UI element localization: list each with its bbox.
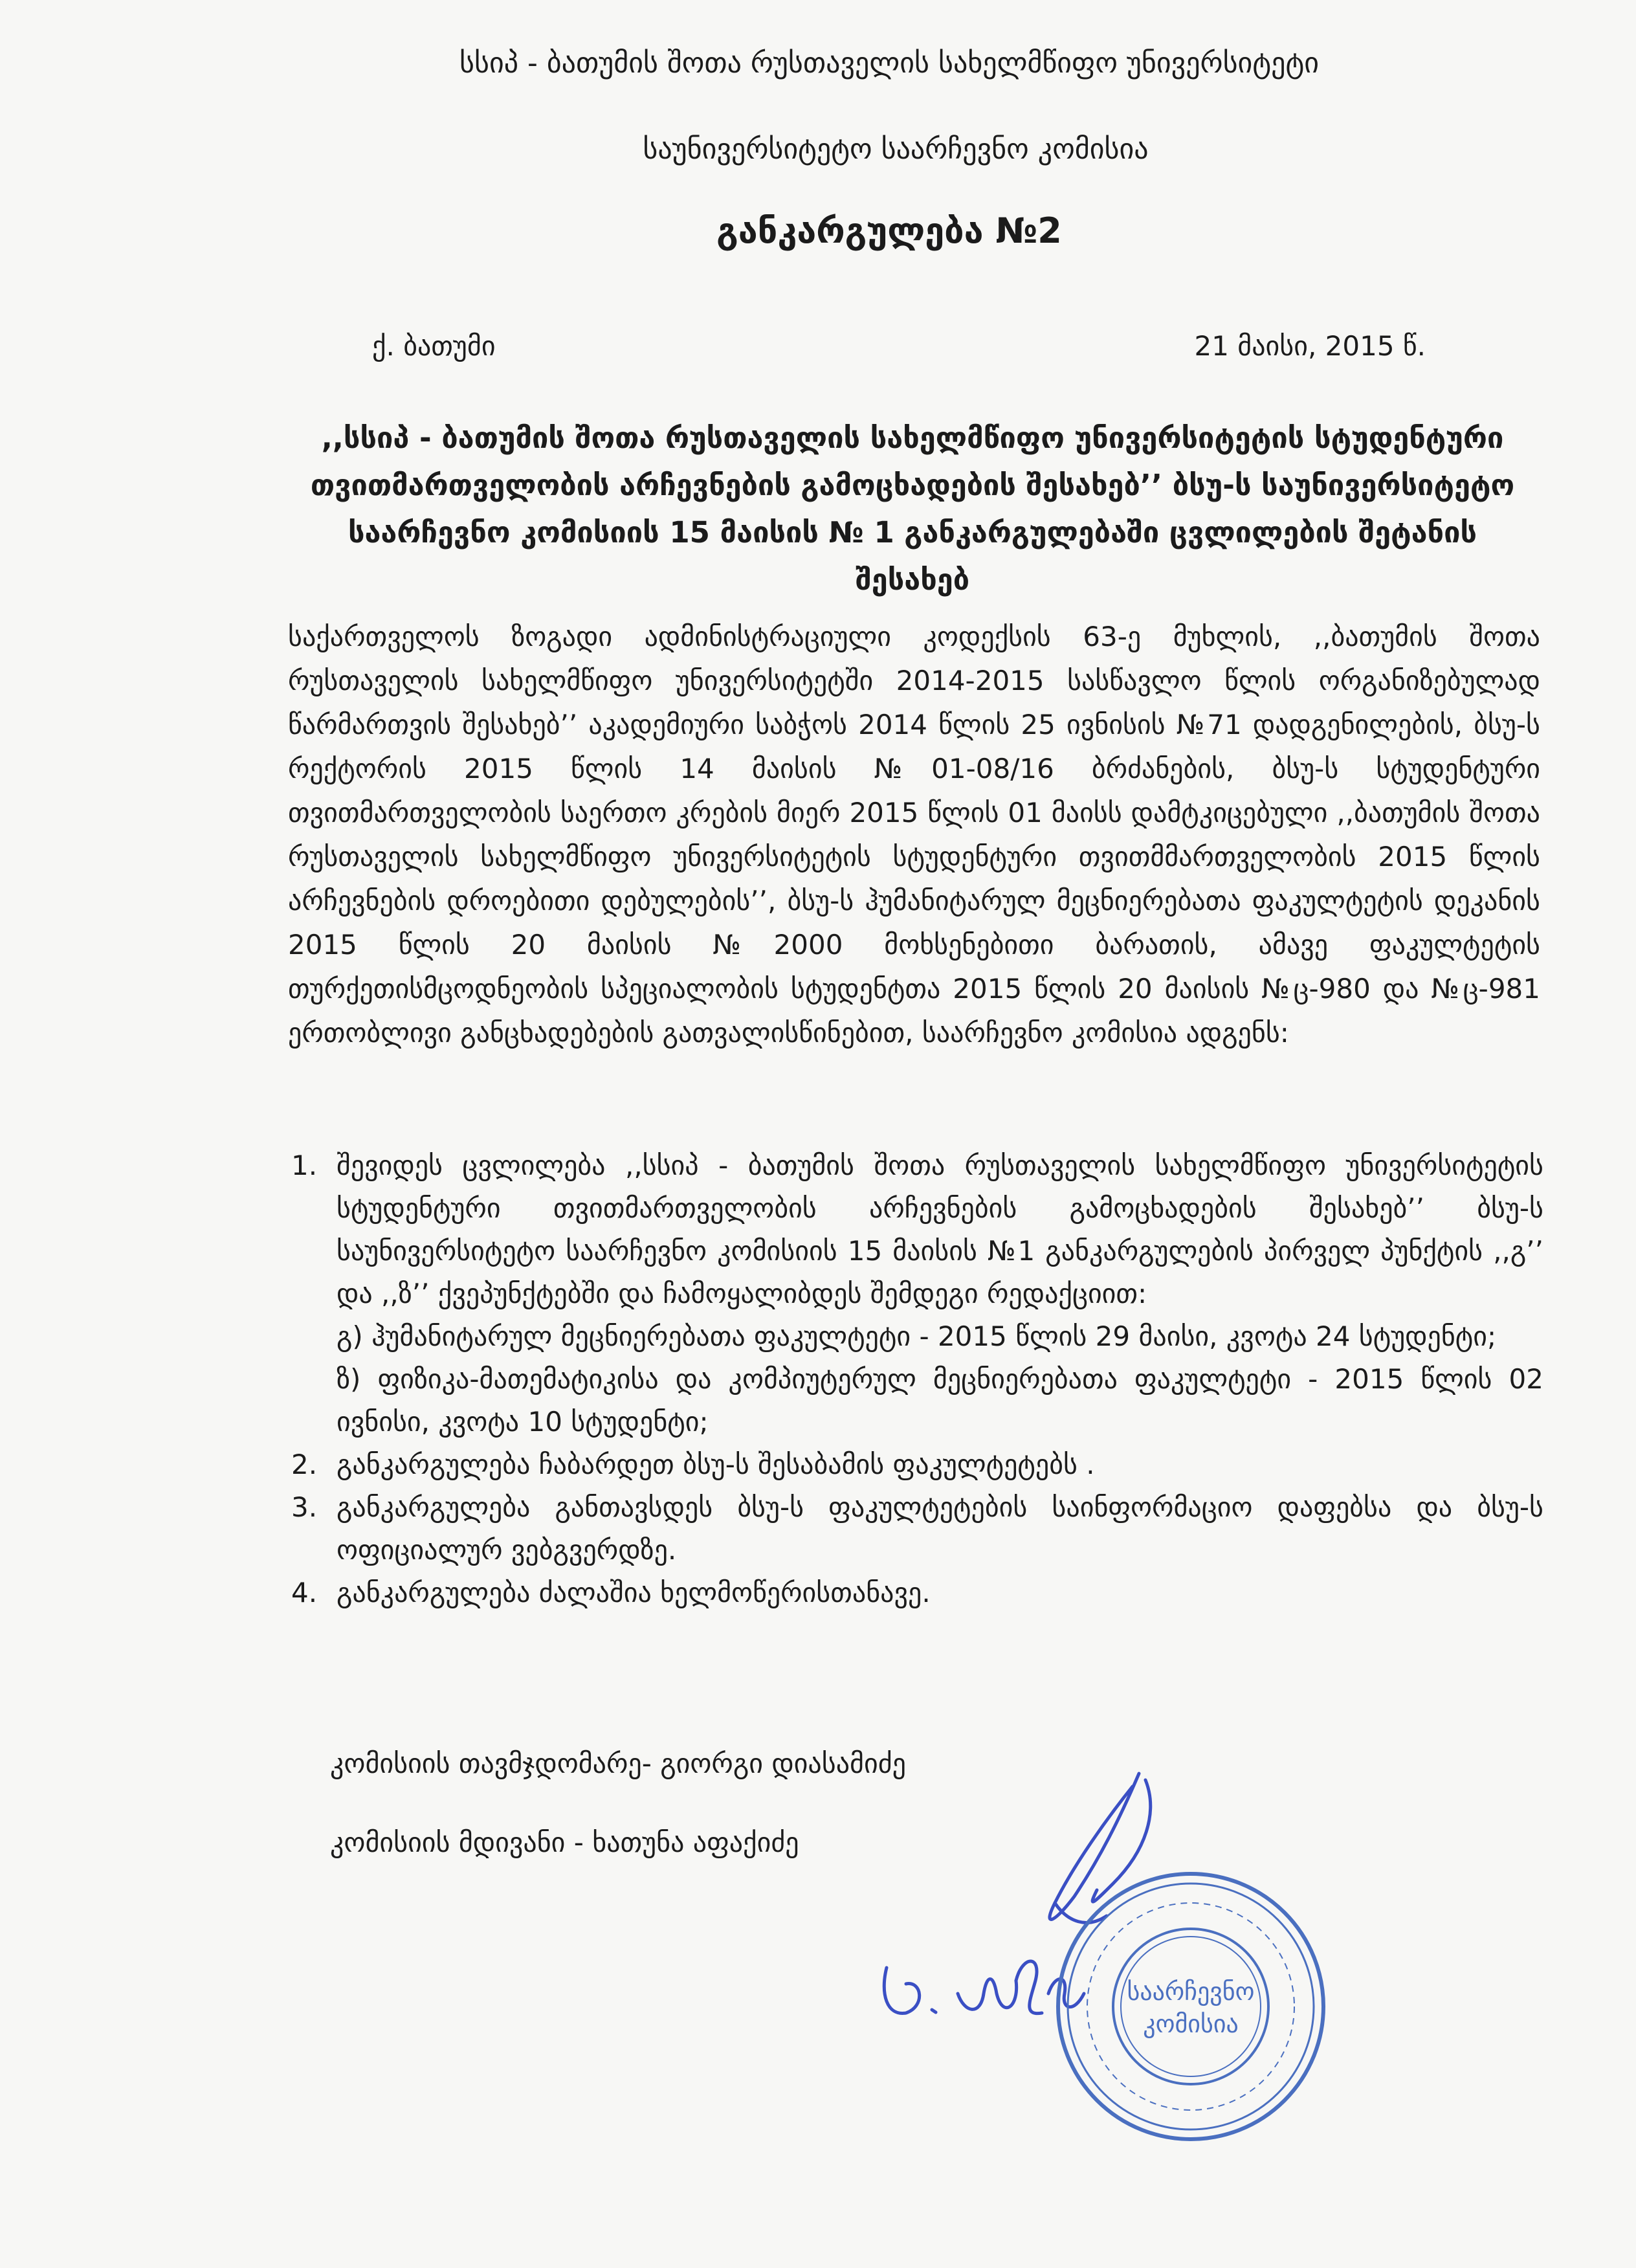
preamble-paragraph: საქართველოს ზოგადი ადმინისტრაციული კოდექსის 63-ე მუხლის, ,,ბათუმის შოთა რუსთაველის სახელმწიფო უნივერსიტეტში 2014-2015 სასწავლო წლის ორგანიზებულად წარმართვის შესახებ’’ აკადემიური საბჭოს 2014 წლის 25 ივნისის №71 დადგენილების, ბსუ-ს რექტორის 2015 წლის 14 მაისის №01-08/16 ბრძანების, ბსუ-ს სტუდენტური თვითმართველობის საერთო კრების მიერ 2015 წლის 01 მაისს დამტკიცებული ,,ბათუმის შოთა რუსთაველის სახელმწიფო უნივერსიტეტის სტუდენტური თვითმმართველობის 2015 წლის არჩევნების დროებითი დებულების’’, ბსუ-ს ჰუმანიტარულ მეცნიერებათა ფაკულტეტის დეკანის 2015 წლის 20 მაისის №2000 მოხსენებითი ბარათის, ამავე ფაკულტეტის თურქეთისმცოდნეობის სპეციალობის სტუდენტთა 2015 წლის 20 მაისის №ც-980 და №ც-981 ერთობლივი განცხადებების გათვალისწინებით, საარჩევნო კომისია ადგენს: [288, 621, 1540, 1049]
institution-header: სსიპ - ბათუმის შოთა რუსთაველის სახელმწიფო უნივერსიტეტი [459, 47, 1320, 80]
list-item [285, 1443, 1543, 1486]
document-title: განკარგულება №2 [716, 210, 1062, 251]
item-number: 1. [291, 1150, 318, 1181]
item-text: შევიდეს ცვლილება ,,სსიპ - ბათუმის შოთა რუსთაველის სახელმწიფო უნივერსიტეტის სტუდენტური თვითმართველობის არჩევნების გამოცხადების შესახებ’’ ბსუ-ს საუნივერსიტეტო საარჩევნო კომისიის 15 მაისის №1 განკარგულების პირველ პუნქტის ,,გ’’ და ,,ზ’’ ქვეპუნქტებში და ჩამოყალიბდეს შემდეგი რედაქციით: [337, 1150, 1543, 1309]
list-item [285, 1572, 1543, 1614]
stamp-center-line1: საარჩევნო [1127, 1977, 1255, 2006]
item-text: განკარგულება განთავსდეს ბსუ-ს ფაკულტეტების საინფორმაციო დაფებსა და ბსუ-ს ოფიციალურ ვებგვერდზე. [337, 1491, 1543, 1566]
item-number: 3. [291, 1491, 318, 1523]
subitem-z: ზ) ფიზიკა-მათემატიკისა და კომპიუტერულ მეცნიერებათა ფაკულტეტი - 2015 წლის 02 ივნისი, კვოტა 10 სტუდენტი; [337, 1363, 1543, 1438]
list-item [285, 1144, 1543, 1443]
official-stamp [1052, 1867, 1330, 2146]
list-item [285, 1486, 1543, 1572]
city: ქ. ბათუმი [372, 330, 496, 362]
document-subject: ,,სსიპ - ბათუმის შოთა რუსთაველის სახელმწიფო უნივერსიტეტის სტუდენტური თვითმართველობის არჩევნების გამოცხადების შესახებ’’ ბსუ-ს საუნივერსიტეტო საარჩევნო კომისიის 15 მაისის № 1 განკარგულებაში ცვლილების შეტანის შესახებ [310, 421, 1515, 597]
decision-list [285, 1144, 1543, 1614]
chair-signature-line: კომისიის თავმჯდომარე- გიორგი დიასამიძე [330, 1748, 906, 1779]
commission-header: საუნივერსიტეტო საარჩევნო კომისია [643, 133, 1149, 166]
stamp-center-line2: კომისია [1143, 2010, 1239, 2038]
item-number: 4. [291, 1577, 318, 1608]
item-text: განკარგულება ჩაბარდეთ ბსუ-ს შესაბამის ფაკულტეტებს . [337, 1449, 1095, 1480]
secretary-signature-line: კომისიის მდივანი - ხათუნა აფაქიძე [330, 1827, 799, 1858]
item-text: განკარგულება ძალაშია ხელმოწერისთანავე. [337, 1577, 931, 1608]
item-number: 2. [291, 1449, 318, 1480]
document-date: 21 მაისი, 2015 წ. [1194, 330, 1426, 362]
subitem-g: გ) ჰუმანიტარულ მეცნიერებათა ფაკულტეტი - 2015 წლის 29 მაისი, კვოტა 24 სტუდენტი; [337, 1320, 1497, 1352]
